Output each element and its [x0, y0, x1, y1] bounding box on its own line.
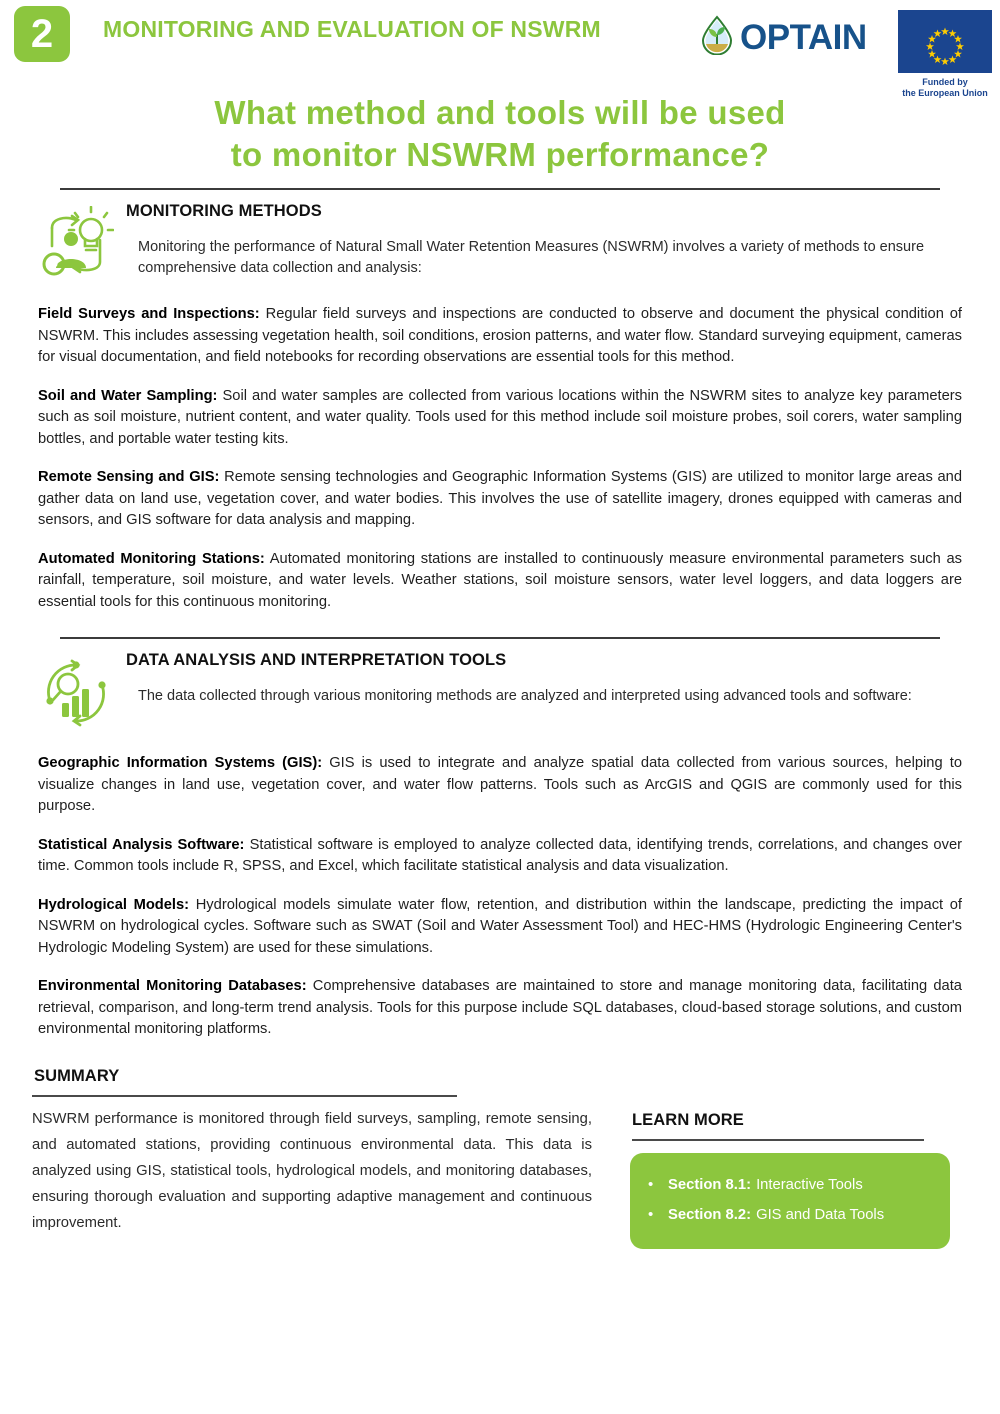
- summary-text: NSWRM performance is monitored through field surveys, sampling, remote sensing, and automated stations, providing continuous environmental data. This data is analyzed using GIS, statistical tools, hydrological models, and monitoring databases, ensuring thorough evaluation and supporting adaptive management and continuous improvement.: [32, 1110, 592, 1231]
- eu-caption-line-1: Funded by: [922, 77, 968, 87]
- paragraph-term: Remote Sensing and GIS:: [38, 469, 220, 485]
- page-footer-area: [0, 1067, 1000, 1249]
- paragraph-body: Comprehensive databases are maintained to store and manage monitoring data, facilitating data retrieval, comparison, and long-term trend analysis. Tools for this purpose include SQL databases, cloud-based storage solutions, and custom environmental monitoring platforms.: [38, 978, 962, 1037]
- chapter-number-badge: 2: [14, 6, 70, 62]
- paragraph-body: Automated monitoring stations are installed to continuously measure environmental parameters such as rainfall, temperature, soil moisture, and water levels. Weather stations, soil moisture sensors, water level loggers, and data loggers are essential tools for this continuous monitoring.: [38, 550, 962, 610]
- paragraph-body: Remote sensing technologies and Geographic Information Systems (GIS) are utilized to monitor large areas and gather data on land use, vegetation cover, and water bodies. This involves the use of satellite imagery, drones equipped with cameras and sensors, and GIS software for data analysis and mapping.: [38, 469, 962, 528]
- section-data-analysis-tools: [0, 639, 1000, 1041]
- summary-block: [30, 1067, 590, 1249]
- section-heading: DATA ANALYSIS AND INTERPRETATION TOOLS: [126, 651, 507, 669]
- summary-divider: [32, 1095, 457, 1097]
- paragraph-monitoring-databases: [38, 976, 962, 1041]
- optain-logo: [700, 15, 867, 60]
- bullet-icon: •: [648, 1205, 654, 1223]
- paragraph-term: Field Surveys and Inspections:: [38, 306, 260, 322]
- learn-more-item-1[interactable]: [648, 1170, 932, 1200]
- eu-funding-block: [898, 10, 992, 99]
- paragraph-statistical-software: [38, 835, 962, 878]
- magnifier-bar-chart-cycle-icon: [30, 651, 122, 736]
- learn-more-item-2[interactable]: [648, 1200, 932, 1230]
- paragraph-term: Soil and Water Sampling:: [38, 387, 218, 404]
- page-title-line-2: to monitor NSWRM performance?: [230, 136, 770, 173]
- chapter-title: MONITORING AND EVALUATION OF NSWRM: [103, 16, 601, 42]
- paragraph-automated-stations: [38, 549, 962, 614]
- learn-more-item-label: GIS and Data Tools: [756, 1206, 885, 1223]
- paragraph-term: Geographic Information Systems (GIS):: [38, 755, 323, 771]
- paragraph-term: Automated Monitoring Stations:: [38, 550, 265, 567]
- paragraph-gis: [38, 753, 962, 818]
- summary-heading: SUMMARY: [34, 1066, 120, 1085]
- section-heading: MONITORING METHODS: [126, 202, 322, 220]
- learn-more-heading: LEARN MORE: [632, 1110, 744, 1129]
- eu-funding-caption: [898, 77, 992, 99]
- eu-caption-line-2: the European Union: [902, 88, 988, 98]
- learn-more-section-label: Section 8.2:: [668, 1206, 752, 1223]
- section-header: [30, 639, 970, 736]
- page-header: [0, 0, 1000, 98]
- optain-wordmark: OPTAIN: [740, 17, 867, 57]
- eu-flag-icon: [898, 10, 992, 73]
- paragraph-term: Hydrological Models:: [38, 896, 190, 913]
- lightbulb-person-gear-cycle-icon: [30, 202, 122, 287]
- page-title: [0, 92, 1000, 176]
- paragraph-body: Statistical software is employed to analyze collected data, identifying trends, correlations, and changes over time. Common tools include R, SPSS, and Excel, which facilitate statistical analysis and data visualization.: [38, 836, 963, 874]
- page-title-line-1: What method and tools will be used: [214, 94, 786, 131]
- learn-more-divider: [632, 1139, 924, 1141]
- section-header: [30, 190, 970, 287]
- paragraph-body: GIS is used to integrate and analyze spatial data collected from various sources, helping to visualize changes in land use, vegetation cover, and water flow patterns. Tools such as ArcGIS and QGIS are commonly used for this purpose.: [38, 755, 962, 814]
- learn-more-section-label: Section 8.1:: [668, 1176, 752, 1193]
- section-intro: The data collected through various monitoring methods are analyzed and interpreted using advanced tools and software:: [138, 688, 912, 704]
- learn-more-block: [630, 1067, 970, 1249]
- section-monitoring-methods: [0, 190, 1000, 613]
- paragraph-remote-sensing-gis: [38, 467, 962, 532]
- paragraph-term: Environmental Monitoring Databases:: [38, 978, 307, 994]
- bullet-icon: •: [648, 1175, 654, 1193]
- paragraph-body: Soil and water samples are collected from various locations within the NSWRM sites to analyze key parameters such as soil moisture, nutrient content, and water quality. Tools used for this method include soil moisture probes, soil corers, water sampling bottles, and portable water testing kits.: [38, 387, 962, 447]
- learn-more-box: [630, 1153, 950, 1249]
- paragraph-body: Hydrological models simulate water flow, retention, and distribution within the landscape, predicting the impact of NSWRM on hydrological cycles. Software such as SWAT (Soil and Water Assessment Tool) and HEC-HMS (Hydrologic Engineering Center's Hydrologic Modeling System) are used for these simulations.: [38, 896, 962, 956]
- optain-droplet-icon: [700, 15, 734, 60]
- paragraph-hydrological-models: [38, 895, 962, 960]
- paragraph-field-surveys: [38, 304, 962, 369]
- section-intro: Monitoring the performance of Natural Small Water Retention Measures (NSWRM) involves a variety of methods to ensure comprehensive data collection and analysis:: [138, 239, 925, 276]
- paragraph-soil-water-sampling: [38, 386, 962, 451]
- learn-more-item-label: Interactive Tools: [756, 1176, 863, 1193]
- paragraph-term: Statistical Analysis Software:: [38, 836, 245, 853]
- paragraph-body: Regular field surveys and inspections are conducted to observe and document the physical condition of NSWRM. This includes assessing vegetation health, soil conditions, erosion patterns, and water flow. Standard surveying equipment, cameras for visual documentation, and field notebooks for recording observations are essential tools for this method.: [38, 306, 963, 365]
